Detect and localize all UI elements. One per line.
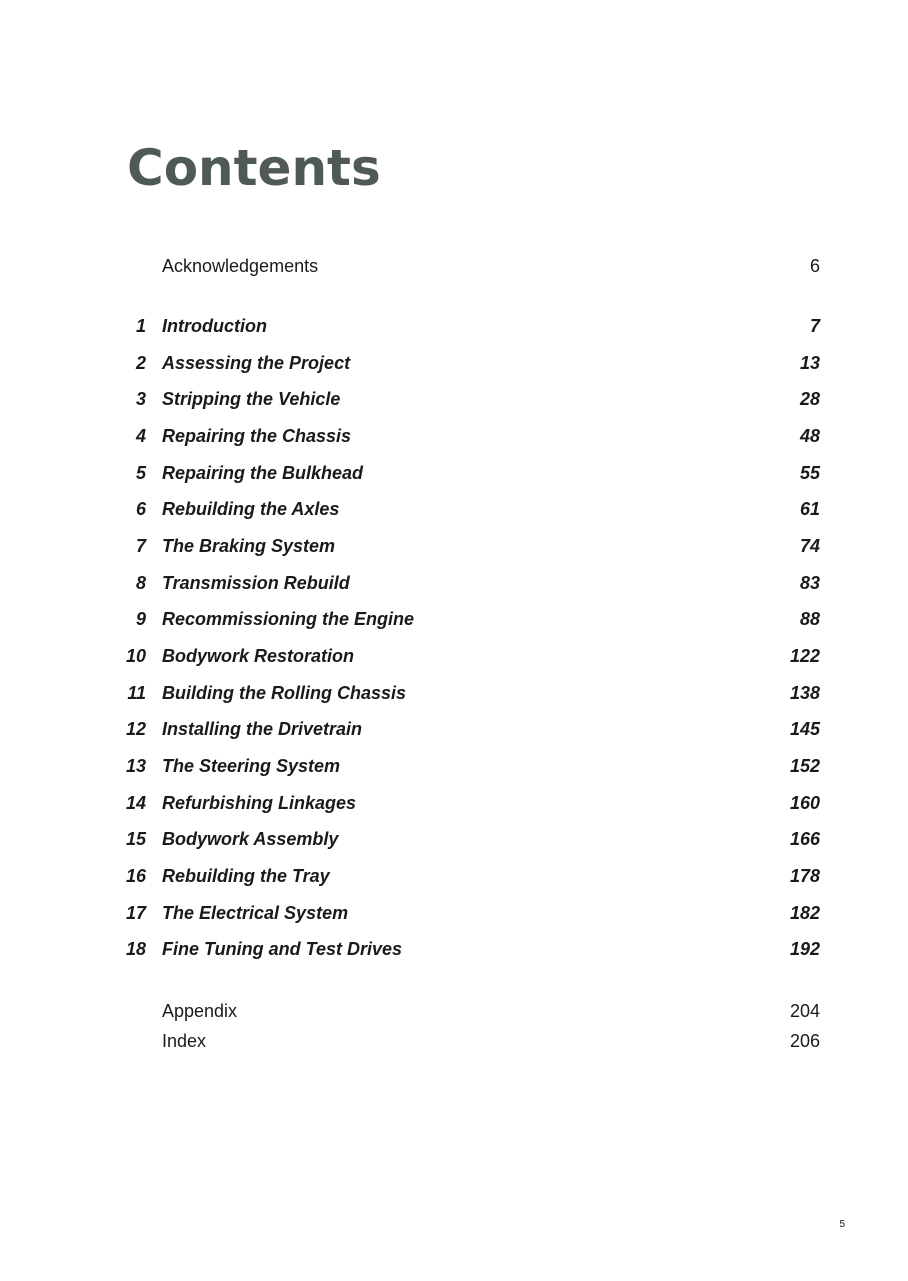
toc-entry-label: Acknowledgements [162, 256, 319, 276]
chapter-page: 192 [789, 939, 820, 959]
chapter-number: 4 [135, 426, 146, 446]
chapter-title: Assessing the Project [162, 353, 351, 373]
chapter-title: Recommissioning the Engine [162, 609, 415, 629]
chapter-title: Fine Tuning and Test Drives [162, 939, 403, 959]
toc-chapter-14[interactable] [0, 790, 908, 816]
toc-chapter-18[interactable] [0, 936, 908, 962]
toc-entry-page: 6 [809, 256, 820, 276]
toc-chapter-4[interactable] [0, 423, 908, 449]
chapter-number: 8 [135, 573, 146, 593]
chapter-page: 83 [799, 573, 820, 593]
page-number: 5 [839, 1219, 845, 1230]
chapter-number: 9 [135, 609, 146, 629]
chapter-title: Bodywork Restoration [162, 646, 355, 666]
toc-chapter-9[interactable] [0, 606, 908, 632]
toc-chapter-6[interactable] [0, 496, 908, 522]
chapter-page: 178 [789, 866, 820, 886]
chapter-title: Introduction [162, 316, 267, 336]
chapter-number: 1 [135, 316, 146, 336]
chapter-number: 16 [125, 866, 146, 886]
toc-chapter-12[interactable] [0, 716, 908, 742]
chapter-page: 74 [799, 536, 820, 556]
toc-entry-appendix[interactable] [0, 998, 908, 1024]
toc-entry-page: 204 [789, 1001, 820, 1021]
chapter-number: 2 [135, 353, 146, 373]
chapter-page: 122 [789, 646, 820, 666]
chapter-title: Repairing the Chassis [162, 426, 352, 446]
chapter-title: Rebuilding the Tray [162, 866, 330, 886]
chapter-page: 7 [809, 316, 820, 336]
chapter-page: 55 [799, 463, 820, 483]
chapter-title: Rebuilding the Axles [162, 499, 340, 519]
chapter-number: 11 [127, 683, 146, 703]
chapter-title: Transmission Rebuild [162, 573, 350, 593]
chapter-page: 160 [789, 793, 820, 813]
chapter-number: 7 [135, 536, 146, 556]
chapter-number: 3 [135, 389, 146, 409]
chapter-page: 182 [789, 903, 820, 923]
chapter-title: Installing the Drivetrain [162, 719, 363, 739]
chapter-number: 14 [125, 793, 146, 813]
chapter-page: 152 [789, 756, 820, 776]
toc-chapter-10[interactable] [0, 643, 908, 669]
toc-entry-label: Index [162, 1031, 207, 1051]
toc-chapter-3[interactable] [0, 386, 908, 412]
chapter-title: The Steering System [162, 756, 341, 776]
chapter-number: 17 [125, 903, 146, 923]
toc-chapter-2[interactable] [0, 350, 908, 376]
chapter-page: 138 [789, 683, 820, 703]
chapter-title: The Electrical System [162, 903, 349, 923]
chapter-number: 6 [135, 499, 146, 519]
chapter-title: Repairing the Bulkhead [162, 463, 364, 483]
chapter-page: 28 [799, 389, 820, 409]
toc-entry-label: Appendix [162, 1001, 238, 1021]
toc-chapter-5[interactable] [0, 460, 908, 486]
chapter-number: 18 [125, 939, 146, 959]
chapter-page: 13 [799, 353, 820, 373]
toc-chapter-16[interactable] [0, 863, 908, 889]
chapter-number: 12 [125, 719, 146, 739]
chapter-page: 166 [789, 829, 820, 849]
chapter-number: 13 [125, 756, 146, 776]
toc-chapter-1[interactable] [0, 313, 908, 339]
toc-chapter-13[interactable] [0, 753, 908, 779]
toc-chapter-8[interactable] [0, 570, 908, 596]
chapter-page: 48 [799, 426, 820, 446]
toc-chapter-7[interactable] [0, 533, 908, 559]
toc-entry-index[interactable] [0, 1028, 908, 1054]
chapter-number: 15 [125, 829, 146, 849]
chapter-number: 10 [125, 646, 146, 666]
page-title: Contents [127, 139, 381, 197]
chapter-title: The Braking System [162, 536, 336, 556]
chapter-page: 61 [799, 499, 820, 519]
chapter-title: Bodywork Assembly [162, 829, 339, 849]
toc-chapter-11[interactable] [0, 680, 908, 706]
chapter-title: Refurbishing Linkages [162, 793, 357, 813]
toc-entry-page: 206 [789, 1031, 820, 1051]
toc-chapter-17[interactable] [0, 900, 908, 926]
toc-entry-acknowledgements[interactable] [0, 253, 908, 279]
chapter-page: 88 [799, 609, 820, 629]
chapter-page: 145 [789, 719, 820, 739]
chapter-title: Building the Rolling Chassis [162, 683, 407, 703]
chapter-title: Stripping the Vehicle [162, 389, 341, 409]
chapter-number: 5 [135, 463, 146, 483]
toc-chapter-15[interactable] [0, 826, 908, 852]
